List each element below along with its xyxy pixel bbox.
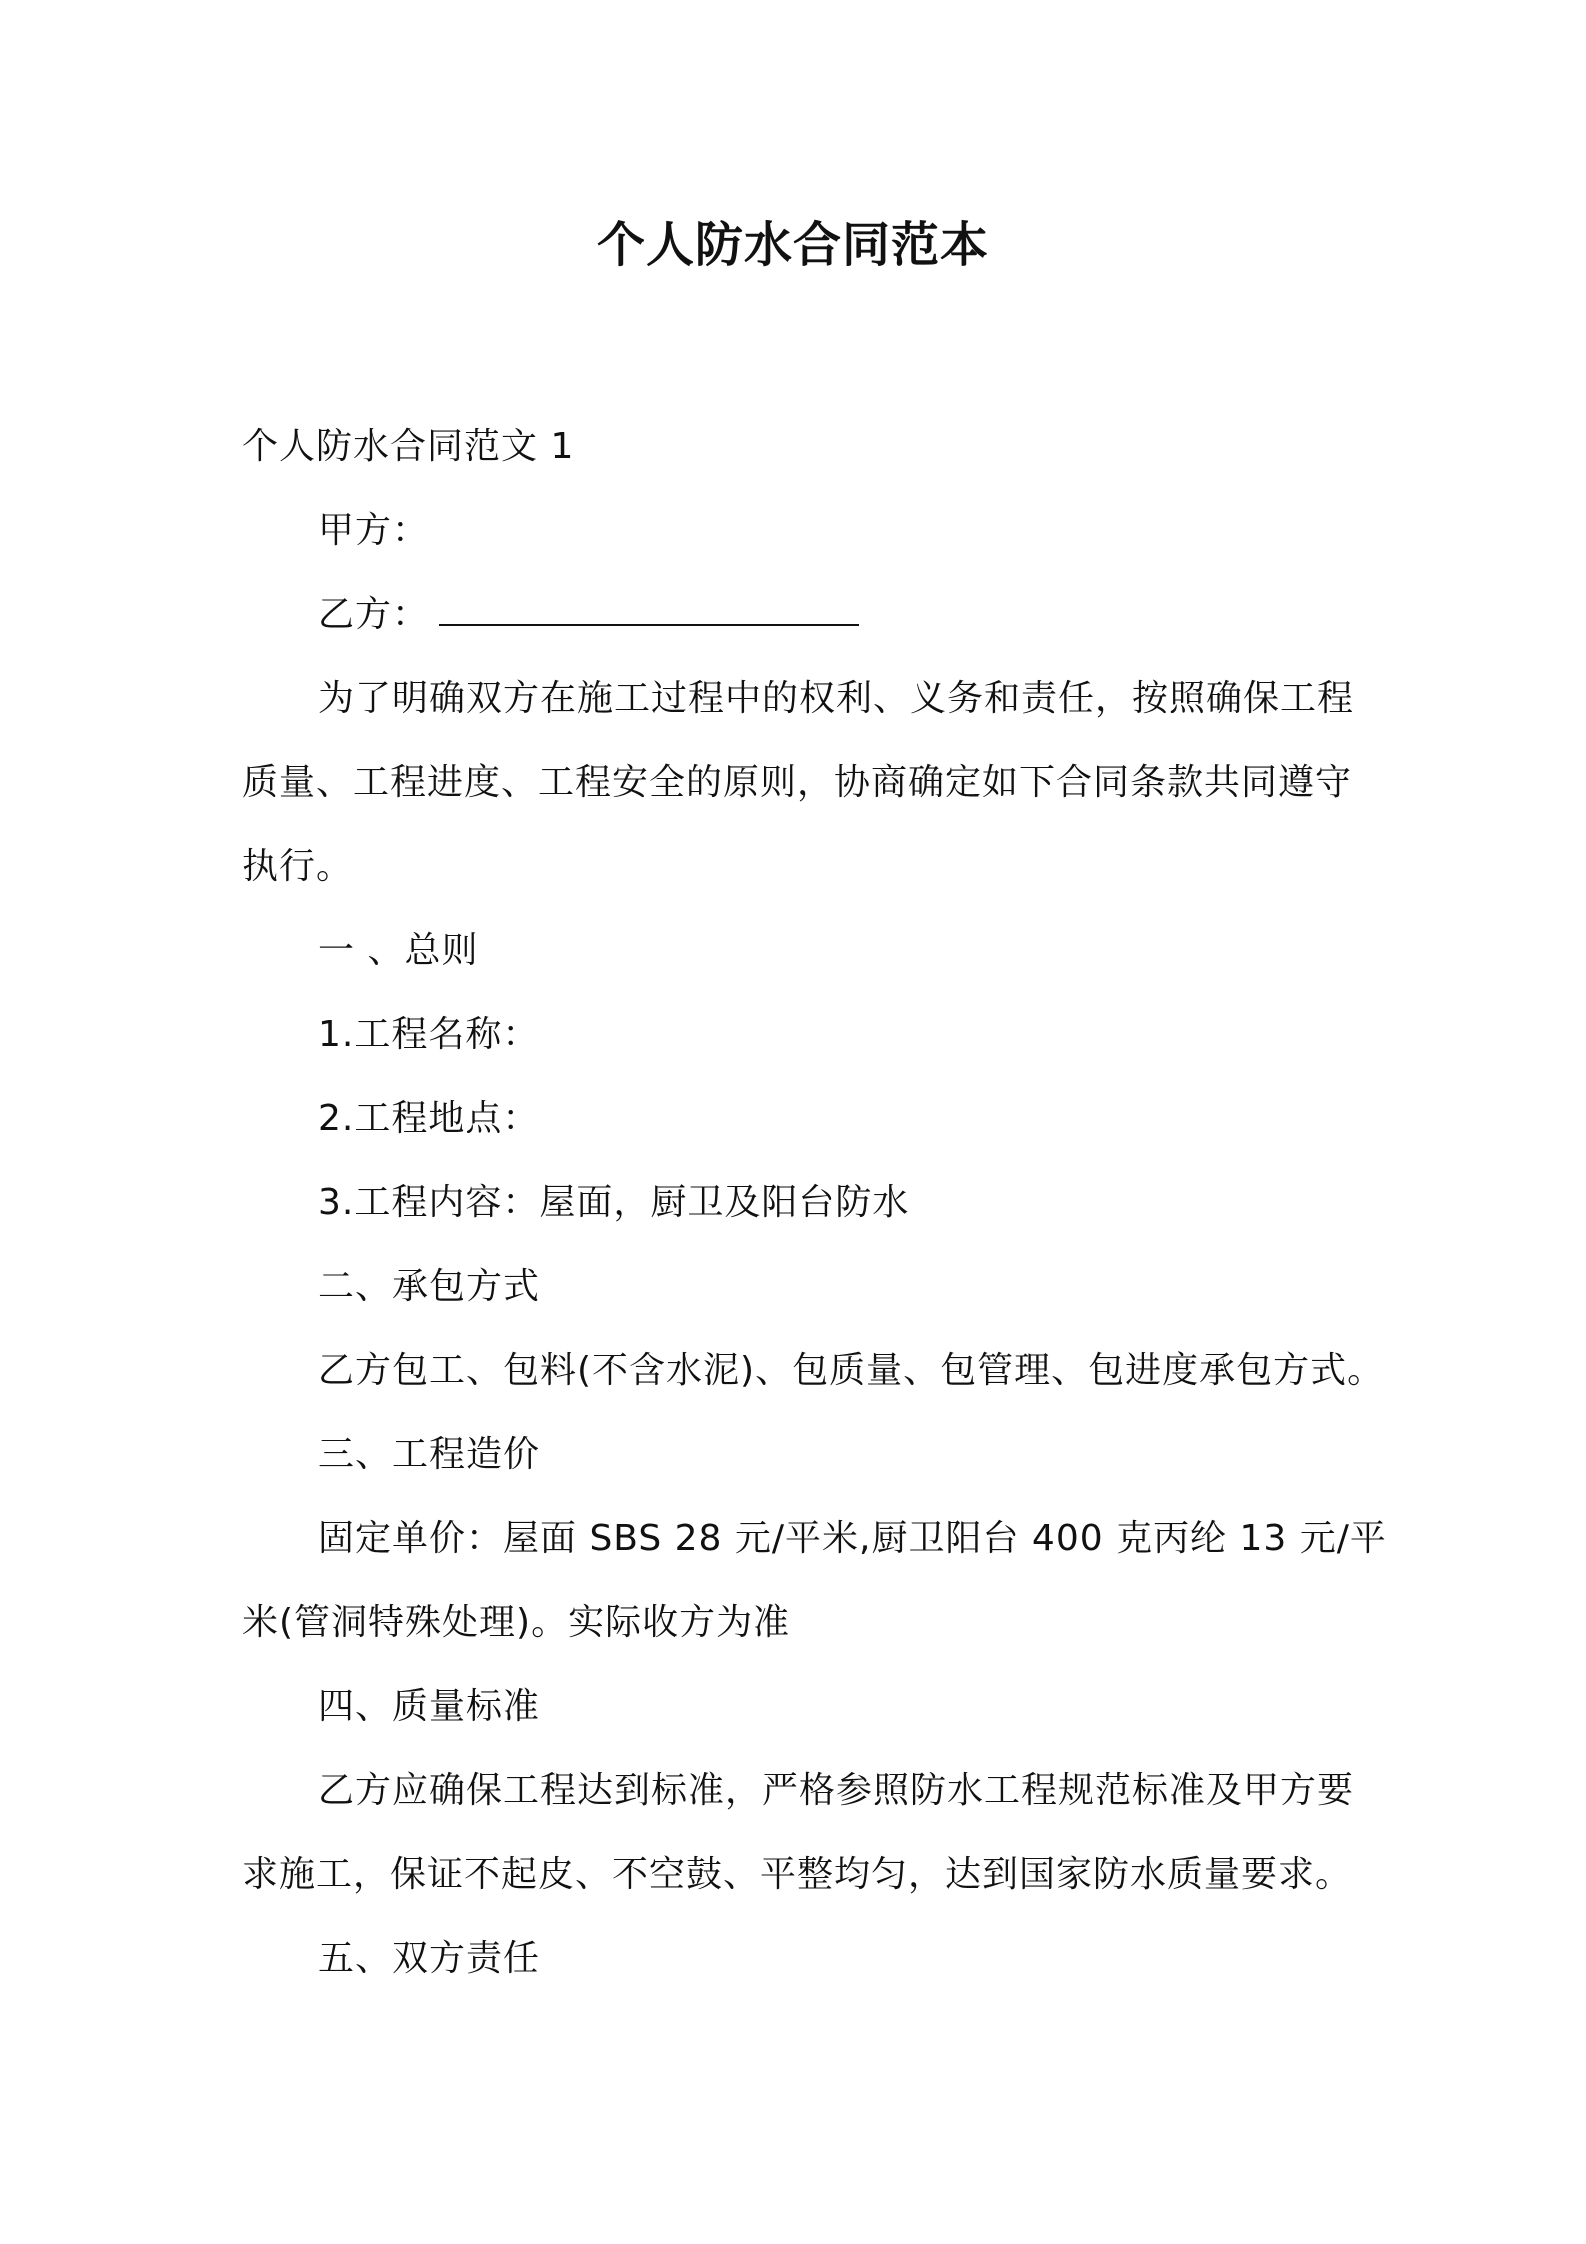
project-location-item: 2.工程地点：	[318, 1098, 540, 1139]
section-1-heading: 一 、总则	[318, 930, 479, 971]
intro-line-1: 为了明确双方在施工过程中的权利、义务和责任，按照确保工程	[318, 678, 1355, 719]
intro-line-3: 执行。	[242, 846, 354, 887]
intro-line-2: 质量、工程进度、工程安全的原则，协商确定如下合同条款共同遵守	[242, 762, 1353, 803]
party-a-line	[242, 489, 1357, 573]
project-content-item: 3.工程内容：屋面，厨卫及阳台防水	[318, 1182, 910, 1223]
section-2-heading: 二、承包方式	[318, 1266, 541, 1307]
party-a-label: 甲方：	[318, 510, 430, 551]
party-b-blank-underline	[439, 594, 859, 626]
section-4-line-2: 求施工，保证不起皮、不空鼓、平整均匀，达到国家防水质量要求。	[242, 1854, 1353, 1895]
project-name-item: 1.工程名称：	[318, 1014, 540, 1055]
contract-subtitle: 个人防水合同范文 1	[242, 426, 575, 467]
document-title: 个人防水合同范本	[596, 217, 989, 273]
section-3-line-2: 米(管洞特殊处理)。实际收方为准	[242, 1602, 791, 1643]
section-4-line-1: 乙方应确保工程达到标准，严格参照防水工程规范标准及甲方要	[318, 1770, 1355, 1811]
section-3-line-1: 固定单价：屋面 SBS 28 元/平米,厨卫阳台 400 克丙纶 13 元/平	[318, 1518, 1387, 1559]
party-b-line	[242, 573, 1357, 657]
document-body	[242, 405, 1387, 2001]
section-5-heading: 五、双方责任	[318, 1938, 541, 1979]
party-b-label: 乙方：	[318, 594, 430, 635]
section-3-heading: 三、工程造价	[318, 1434, 541, 1475]
section-4-heading: 四、质量标准	[318, 1686, 541, 1727]
section-2-text: 乙方包工、包料(不含水泥)、包质量、包管理、包进度承包方式。	[318, 1350, 1385, 1391]
